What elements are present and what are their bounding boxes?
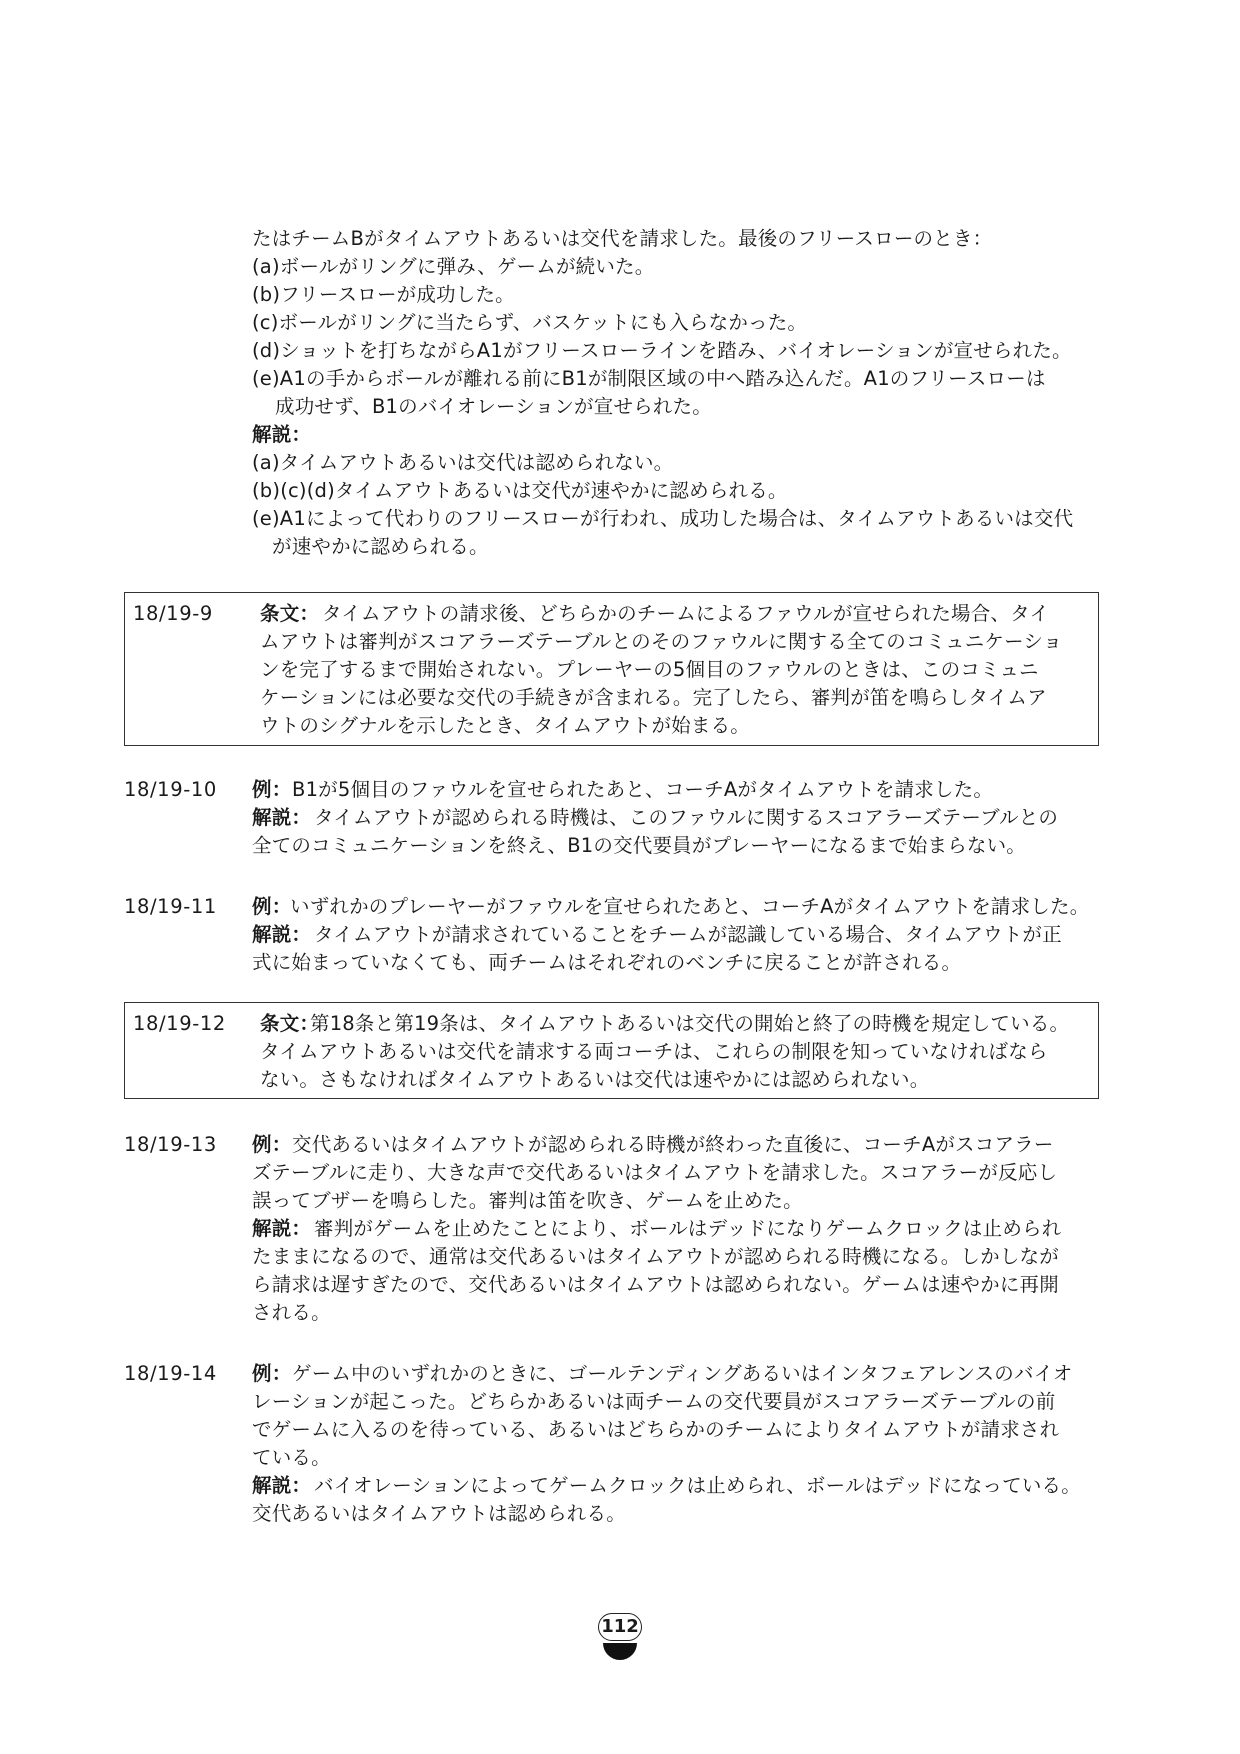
section-id-11: 18/19-11 [124, 895, 217, 918]
intro-line-d: (d)ショットを打ちながらA1がフリースローラインを踏み、バイオレーションが宣せられた。 [252, 339, 1072, 362]
s13-rei-label: 例： [252, 1133, 292, 1156]
intro-line-b: (b)フリースローが成功した。 [252, 283, 515, 306]
section-id-9: 18/19-9 [133, 602, 213, 625]
intro-line-a: (a)ボールがリングに弾み、ゲームが続いた。 [252, 255, 655, 278]
s11-rei: いずれかのプレーヤーがファウルを宣せられたあと、コーチAがタイムアウトを請求した。 [290, 895, 1090, 918]
s14-rei-label: 例： [252, 1362, 292, 1385]
intro-kaisetsu-bcd: (b)(c)(d)タイムアウトあるいは交代が速やかに認められる。 [252, 479, 788, 502]
s13-rei-2: ズテーブルに走り、大きな声で交代あるいはタイムアウトを請求した。スコアラーが反応し [252, 1161, 1058, 1184]
s10-kaisetsu-2: 全てのコミュニケーションを終え、B1の交代要員がプレーヤーになるまで始まらない。 [252, 834, 1027, 857]
section-id-12: 18/19-12 [133, 1012, 226, 1035]
page-number: 112 [598, 1613, 642, 1641]
section-id-10: 18/19-10 [124, 778, 217, 801]
s9-line-5: ウトのシグナルを示したとき、タイムアウトが始まる。 [260, 714, 750, 737]
section-id-14: 18/19-14 [124, 1362, 217, 1385]
intro-line-e: (e)A1の手からボールが離れる前にB1が制限区域の中へ踏み込んだ。A1のフリースローは [252, 367, 1046, 390]
intro-line-e-cont: 成功せず、B1のバイオレーションが宣せられた。 [275, 395, 712, 418]
intro-kaisetsu-a: (a)タイムアウトあるいは交代は認められない。 [252, 451, 674, 474]
intro-kaisetsu-label: 解説： [252, 423, 312, 446]
page-number-badge [598, 1613, 642, 1673]
s13-rei-1: 交代あるいはタイムアウトが認められる時機が終わった直後に、コーチAがスコアラー [292, 1133, 1054, 1156]
s14-rei-2: レーションが起こった。どちらかあるいは両チームの交代要員がスコアラーズテーブルの前 [252, 1390, 1056, 1413]
s11-kaisetsu-1: タイムアウトが請求されていることをチームが認識している場合、タイムアウトが正 [314, 923, 1062, 946]
s10-rei: B1が5個目のファウルを宣せられたあと、コーチAがタイムアウトを請求した。 [292, 778, 994, 801]
s10-kaisetsu-label: 解説： [252, 806, 312, 829]
s12-line-3: ない。さもなければタイムアウトあるいは交代は速やかには認められない。 [260, 1068, 930, 1091]
s10-kaisetsu-1: タイムアウトが認められる時機は、このファウルに関するスコアラーズテーブルとの [314, 806, 1059, 829]
intro-line-c: (c)ボールがリングに当たらず、バスケットにも入らなかった。 [252, 311, 808, 334]
s14-kaisetsu-label: 解説： [252, 1474, 312, 1497]
s14-kaisetsu-1: バイオレーションによってゲームクロックは止められ、ボールはデッドになっている。 [314, 1474, 1081, 1497]
s11-kaisetsu-2: 式に始まっていなくても、両チームはそれぞれのベンチに戻ることが許される。 [252, 951, 962, 974]
s9-line-1: タイムアウトの請求後、どちらかのチームによるファウルが宣せられた場合、タイ [322, 602, 1050, 625]
s12-label: 条文： [260, 1012, 320, 1035]
s9-label: 条文： [260, 602, 320, 625]
s12-line-1: 第18条と第19条は、タイムアウトあるいは交代の開始と終了の時機を規定している。 [310, 1012, 1070, 1035]
s13-kaisetsu-2: たままになるので、通常は交代あるいはタイムアウトが認められる時機になる。しかしなが [252, 1245, 1059, 1268]
s14-rei-4: ている。 [252, 1446, 331, 1469]
intro-kaisetsu-e-cont: が速やかに認められる。 [272, 535, 489, 558]
intro-kaisetsu-e: (e)A1によって代わりのフリースローが行われ、成功した場合は、タイムアウトあるいは交代 [252, 507, 1074, 530]
s13-kaisetsu-label: 解説： [252, 1217, 312, 1240]
s9-line-2: ムアウトは審判がスコアラーズテーブルとのそのファウルに関する全てのコミュニケーショ [260, 630, 1063, 653]
s9-line-3: ンを完了するまで開始されない。プレーヤーの5個目のファウルのときは、このコミュニ [260, 658, 1039, 681]
s10-rei-label: 例： [252, 778, 292, 801]
s13-rei-3: 誤ってブザーを鳴らした。審判は笛を吹き、ゲームを止めた。 [252, 1189, 803, 1212]
s14-kaisetsu-2: 交代あるいはタイムアウトは認められる。 [252, 1502, 626, 1525]
s14-rei-1: ゲーム中のいずれかのときに、ゴールテンディングあるいはインタフェアレンスのバイオ [292, 1362, 1073, 1385]
s13-kaisetsu-1: 審判がゲームを止めたことにより、ボールはデッドになりゲームクロックは止められ [314, 1217, 1062, 1240]
s13-kaisetsu-3: ら請求は遅すぎたので、交代あるいはタイムアウトは認められない。ゲームは速やかに再開 [252, 1273, 1059, 1296]
badge-semicircle-icon [603, 1643, 637, 1660]
s14-rei-3: でゲームに入るのを待っている、あるいはどちらかのチームによりタイムアウトが請求され [252, 1418, 1060, 1441]
s11-rei-label: 例： [252, 895, 292, 918]
s9-line-4: ケーションには必要な交代の手続きが含まれる。完了したら、審判が笛を鳴らしタイムア [260, 686, 1047, 709]
s13-kaisetsu-4: される。 [252, 1301, 331, 1324]
intro-line-1: たはチームBがタイムアウトあるいは交代を請求した。最後のフリースローのとき： [252, 227, 993, 250]
s11-kaisetsu-label: 解説： [252, 923, 312, 946]
s12-line-2: タイムアウトあるいは交代を請求する両コーチは、これらの制限を知っていなければなら [260, 1040, 1048, 1063]
section-id-13: 18/19-13 [124, 1133, 217, 1156]
